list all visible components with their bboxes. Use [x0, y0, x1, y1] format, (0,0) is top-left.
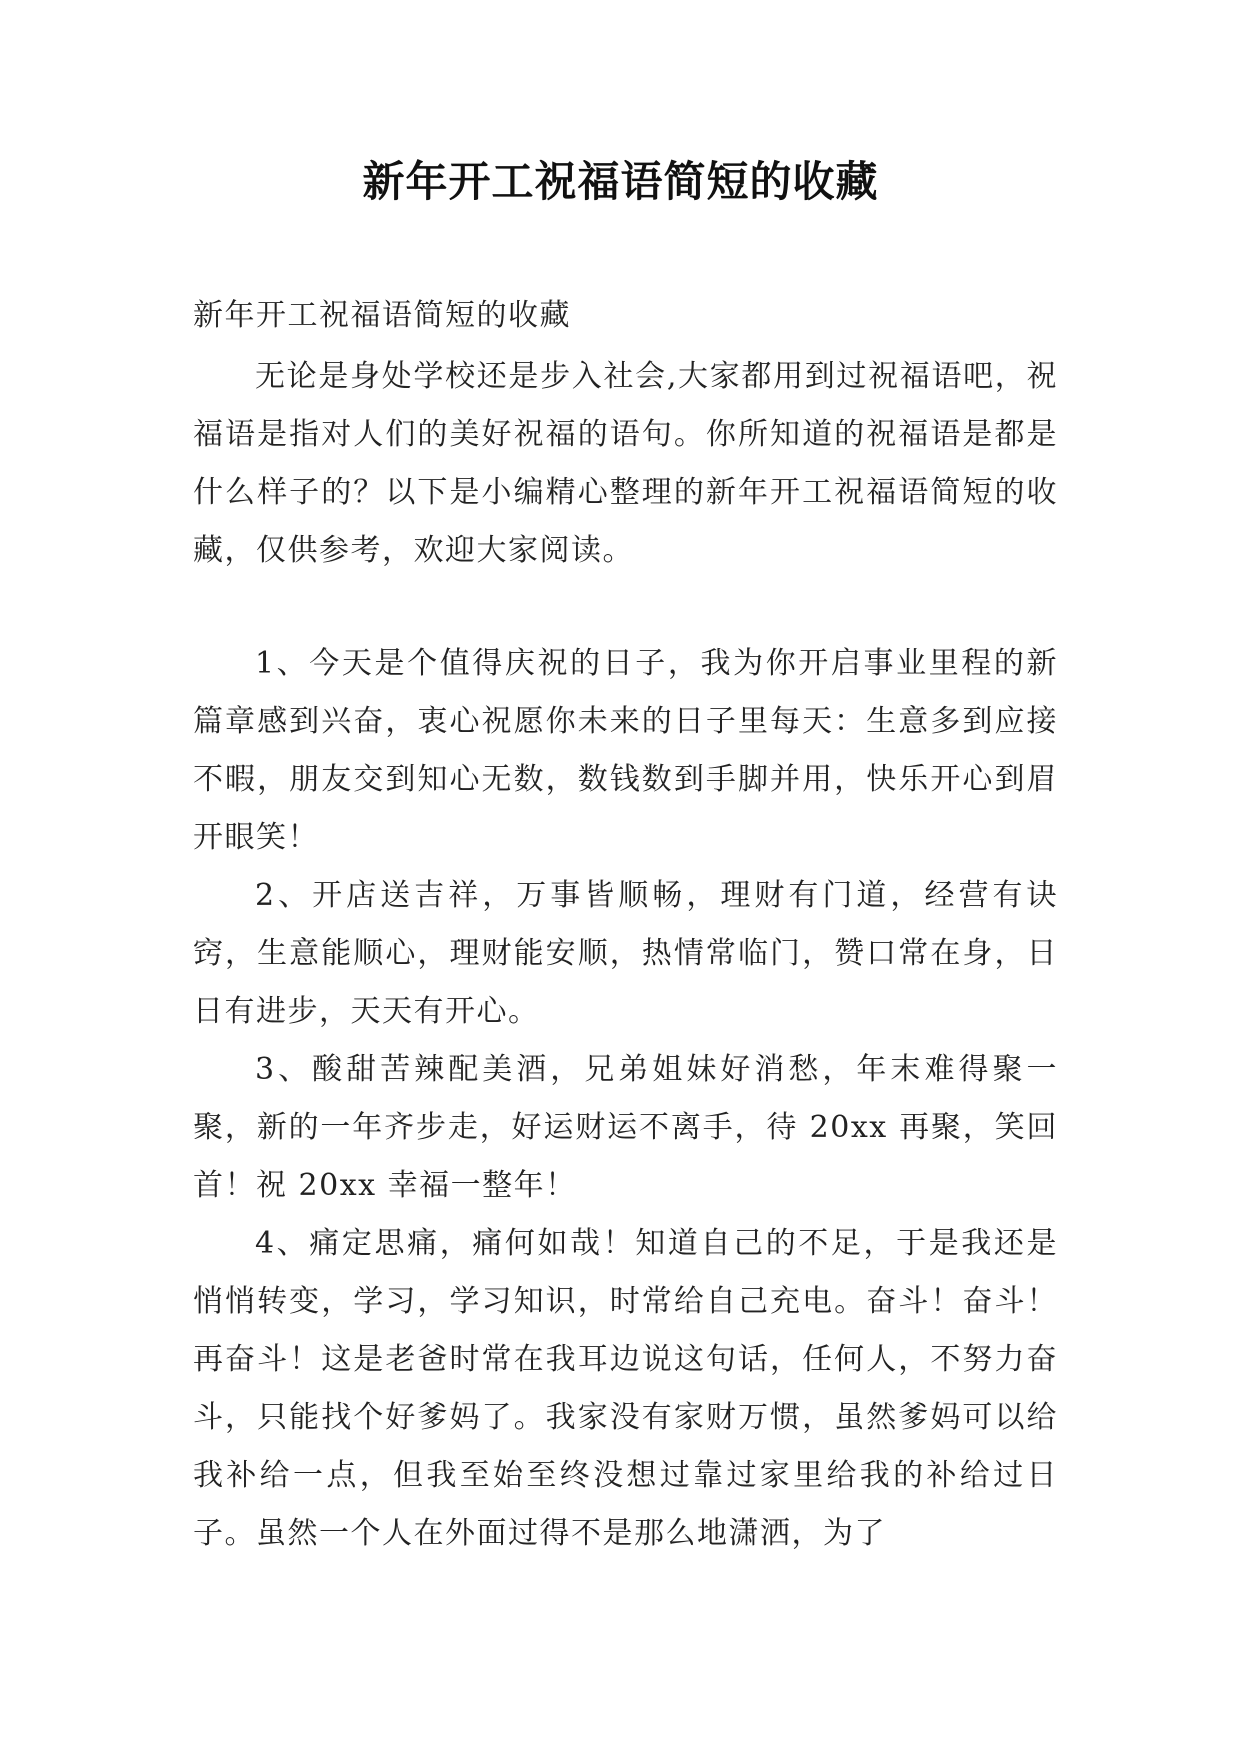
intro-paragraph: 无论是身处学校还是步入社会,大家都用到过祝福语吧，祝福语是指对人们的美好祝福的语句。你所知道的祝福语是都是什么样子的？以下是小编精心整理的新年开工祝福语简短的收藏，仅供参考，欢迎大家阅读。: [193, 359, 1058, 568]
blessing-item-4: 4、痛定思痛，痛何如哉！知道自己的不足，于是我还是悄悄转变，学习，学习知识，时常给自己充电。奋斗！奋斗！再奋斗！这是老爸时常在我耳边说这句话，任何人，不努力奋斗，只能找个好爹妈了。我家没有家财万惯，虽然爹妈可以给我补给一点，但我至始至终没想过靠过家里给我的补给过日子。虽然一个人在外面过得不是那么地潇洒，为了: [193, 1226, 1058, 1551]
blessing-list: [193, 635, 1058, 1563]
document-subtitle: 新年开工祝福语简短的收藏: [193, 298, 571, 333]
document-title: 新年开工祝福语简短的收藏: [362, 157, 879, 206]
blessing-item-3: 3、酸甜苦辣配美酒，兄弟姐妹好消愁，年末难得聚一聚，新的一年齐步走，好运财运不离手，待 20xx 再聚，笑回首！祝 20xx 幸福一整年！: [193, 1052, 1058, 1203]
blessing-item-1: 1、今天是个值得庆祝的日子，我为你开启事业里程的新篇章感到兴奋，衷心祝愿你未来的日子里每天：生意多到应接不暇，朋友交到知心无数，数钱数到手脚并用，快乐开心到眉开眼笑！: [193, 646, 1058, 855]
blessing-item-2: 2、开店送吉祥，万事皆顺畅，理财有门道，经营有诀窍，生意能顺心，理财能安顺，热情常临门，赞口常在身，日日有进步，天天有开心。: [193, 878, 1058, 1029]
